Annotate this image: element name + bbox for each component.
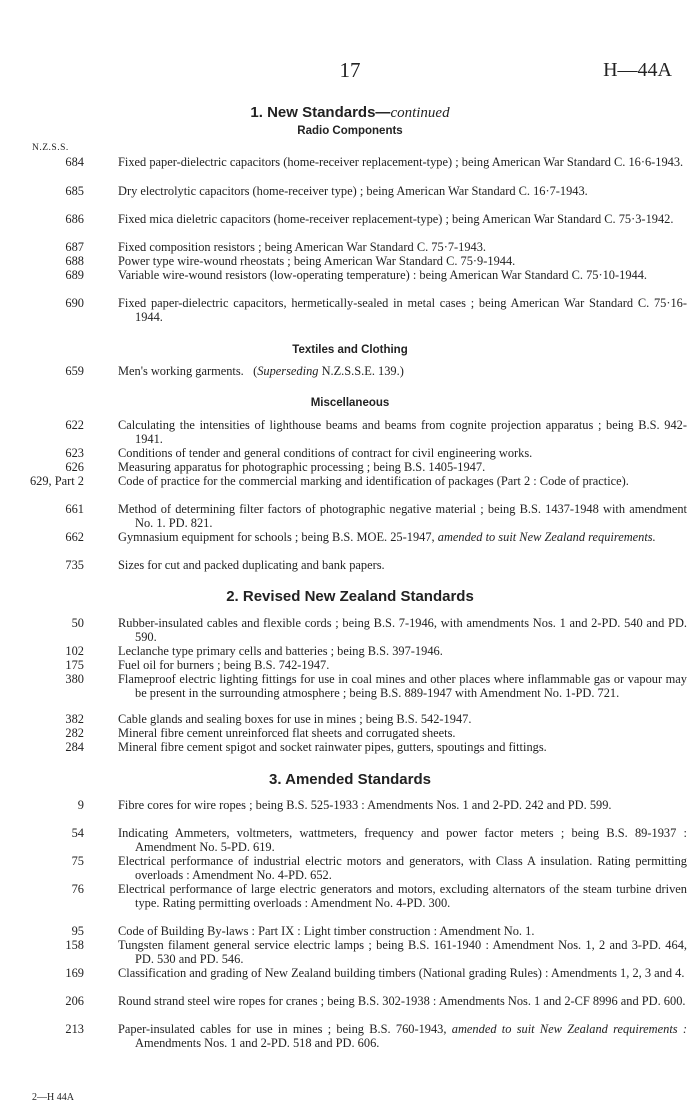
standard-number: 76: [71, 882, 84, 896]
standard-number: 688: [65, 254, 84, 268]
standard-description: Flameproof electric lighting fittings for use in coal mines and other places where inflammable gas or vapour may be present in the surrounding atmosphere ; being B.S. 889-1947 with Amendment No. 1-PD. 721.: [118, 672, 687, 701]
standard-description: Cable glands and sealing boxes for use in mines ; being B.S. 542-1947.: [118, 712, 472, 726]
standard-number: 661: [65, 502, 84, 516]
description-text: Men's working garments.: [118, 364, 244, 378]
standard-description: Conditions of tender and general conditions of contract for civil engineering works.: [118, 446, 533, 460]
standard-description: Classification and grading of New Zealand building timbers (National grading Rules) : Amendments 1, 2, 3 and 4.: [118, 966, 685, 980]
description-text: Paper-insulated cables for use in mines ; being B.S. 760-1943,: [118, 1022, 447, 1036]
standard-description: Mineral fibre cement unreinforced flat sheets and corrugated sheets.: [118, 726, 456, 740]
standard-number: 380: [65, 672, 84, 686]
page-reference: H—44A: [603, 59, 672, 81]
standard-description: Dry electrolytic capacitors (home-receiver type) ; being American War Standard C. 16·7-1943.: [118, 184, 588, 198]
standard-number: 686: [65, 212, 84, 226]
column-label-nzss: N.Z.S.S.: [32, 143, 69, 153]
standard-description: Fixed paper-dielectric capacitors, hermetically-sealed in metal cases ; being American War Standard C. 75·16-1944.: [118, 296, 687, 325]
standard-number: 623: [65, 446, 84, 460]
standard-description: Men's working garments. (Superseding N.Z.S.S.E. 139.): [118, 364, 404, 378]
description-text-after: N.Z.S.S.E. 139.): [318, 364, 404, 378]
standard-number: 662: [65, 530, 84, 544]
standard-number: 659: [65, 364, 84, 378]
standard-number: 50: [71, 616, 84, 630]
standard-number: 622: [65, 418, 84, 432]
standard-description: Code of Building By-laws : Part IX : Light timber construction : Amendment No. 1.: [118, 924, 535, 938]
standard-description: Measuring apparatus for photographic processing ; being B.S. 1405-1947.: [118, 460, 486, 474]
standard-description: [118, 530, 687, 544]
standard-description: [118, 1022, 687, 1051]
section-title-continued: continued: [390, 105, 450, 121]
standard-number: 95: [71, 924, 84, 938]
standard-number: 175: [65, 658, 84, 672]
description-text: Gymnasium equipment for schools ; being B.S. MOE. 25-1947,: [118, 530, 435, 544]
standard-description: Electrical performance of large electric generators and motors, excluding alternators of the steam turbine driven type. Rating permitting overloads : Amendment No. 4-PD. 300.: [118, 882, 687, 911]
standard-number: 169: [65, 966, 84, 980]
standard-number: 102: [65, 644, 84, 658]
standard-number: 735: [65, 558, 84, 572]
standard-description: Method of determining filter factors of photographic negative material ; being B.S. 1437-1948 with amendment No. 1. PD. 821.: [118, 502, 687, 531]
subsection-miscellaneous-title: Miscellaneous: [310, 397, 390, 409]
description-italic-note: amended to suit New Zealand requirements :: [451, 1022, 687, 1036]
standard-number: 687: [65, 240, 84, 254]
standard-description: Fixed composition resistors ; being American War Standard C. 75·7-1943.: [118, 240, 487, 254]
standard-description: Fibre cores for wire ropes ; being B.S. 525-1933 : Amendments Nos. 1 and 2-PD. 242 and PD. 599.: [118, 798, 612, 812]
standard-number: 689: [65, 268, 84, 282]
description-italic-note: Superseding: [257, 364, 319, 378]
standard-number: 282: [65, 726, 84, 740]
description-italic-note: amended to suit New Zealand requirements.: [437, 530, 656, 544]
standard-number: 690: [65, 296, 84, 310]
section-revised-standards-title: 2. Revised New Zealand Standards: [226, 588, 474, 605]
section-amended-standards-title: 3. Amended Standards: [269, 771, 431, 788]
standard-number: 54: [71, 826, 84, 840]
standard-description: Calculating the intensities of lighthouse beams and beams from cognite projection apparatus ; being B.S. 942-1941.: [118, 418, 687, 447]
subsection-textiles-title: Textiles and Clothing: [292, 344, 408, 356]
standard-description: Fuel oil for burners ; being B.S. 742-1947.: [118, 658, 330, 672]
standard-description: Sizes for cut and packed duplicating and bank papers.: [118, 558, 385, 572]
standard-number: 629, Part 2: [29, 474, 84, 488]
standard-description: Fixed mica dieletric capacitors (home-receiver replacement-type) ; being American War Standard C. 75·3-1942.: [118, 212, 674, 226]
standard-description: Power type wire-wound rheostats ; being American War Standard C. 75·9-1944.: [118, 254, 516, 268]
standard-number: 9: [77, 798, 84, 812]
standard-description: Electrical performance of industrial electric motors and generators, with Class A insulation. Rating permitting overloads : Amendment No. 4-PD. 652.: [118, 854, 687, 883]
standard-number: 382: [65, 712, 84, 726]
standard-number: 75: [71, 854, 84, 868]
standard-number: 684: [65, 155, 84, 169]
standard-description: Rubber-insulated cables and flexible cords ; being B.S. 7-1946, with amendments Nos. 1 and 2-PD. 540 and PD. 590.: [118, 616, 687, 645]
page-number: 17: [339, 58, 361, 82]
standard-number: 213: [65, 1022, 84, 1036]
standard-description: Round strand steel wire ropes for cranes ; being B.S. 302-1938 : Amendments Nos. 1 and 2-CF 8996 and PD. 600.: [118, 994, 686, 1008]
description-text-after: Amendments Nos. 1 and 2-PD. 518 and PD. 606.: [135, 1036, 380, 1051]
standard-description: Variable wire-wound resistors (low-operating temperature) : being American War Standard C. 75·10-1944.: [118, 268, 648, 282]
section-title-text: 1. New Standards—: [250, 104, 391, 121]
standard-number: 158: [65, 938, 84, 952]
section-new-standards-title: [0, 104, 700, 122]
standard-description: Tungsten filament general service electric lamps ; being B.S. 161-1940 : Amendment Nos. 1, 2 and 3-PD. 464, PD. 530 and PD. 546.: [118, 938, 687, 967]
subsection-radio-components-title: Radio Components: [297, 125, 403, 137]
standard-number: 685: [65, 184, 84, 198]
standard-description: Indicating Ammeters, voltmeters, wattmeters, frequency and power factor meters ; being B.S. 89-1937 : Amendment No. 5-PD. 619.: [118, 826, 687, 855]
standard-number: 626: [65, 460, 84, 474]
standard-number: 206: [65, 994, 84, 1008]
standard-description: Fixed paper-dielectric capacitors (home-receiver replacement-type) ; being American War Standard C. 16·6-1943.: [118, 155, 684, 169]
standard-description: Code of practice for the commercial marking and identification of packages (Part 2 : Code of practice).: [118, 474, 629, 488]
footer-signature: 2—H 44A: [32, 1092, 74, 1103]
standard-description: Leclanche type primary cells and batteries ; being B.S. 397-1946.: [118, 644, 443, 658]
standard-description: Mineral fibre cement spigot and socket rainwater pipes, gutters, spoutings and fittings.: [118, 740, 547, 754]
standard-number: 284: [65, 740, 84, 754]
